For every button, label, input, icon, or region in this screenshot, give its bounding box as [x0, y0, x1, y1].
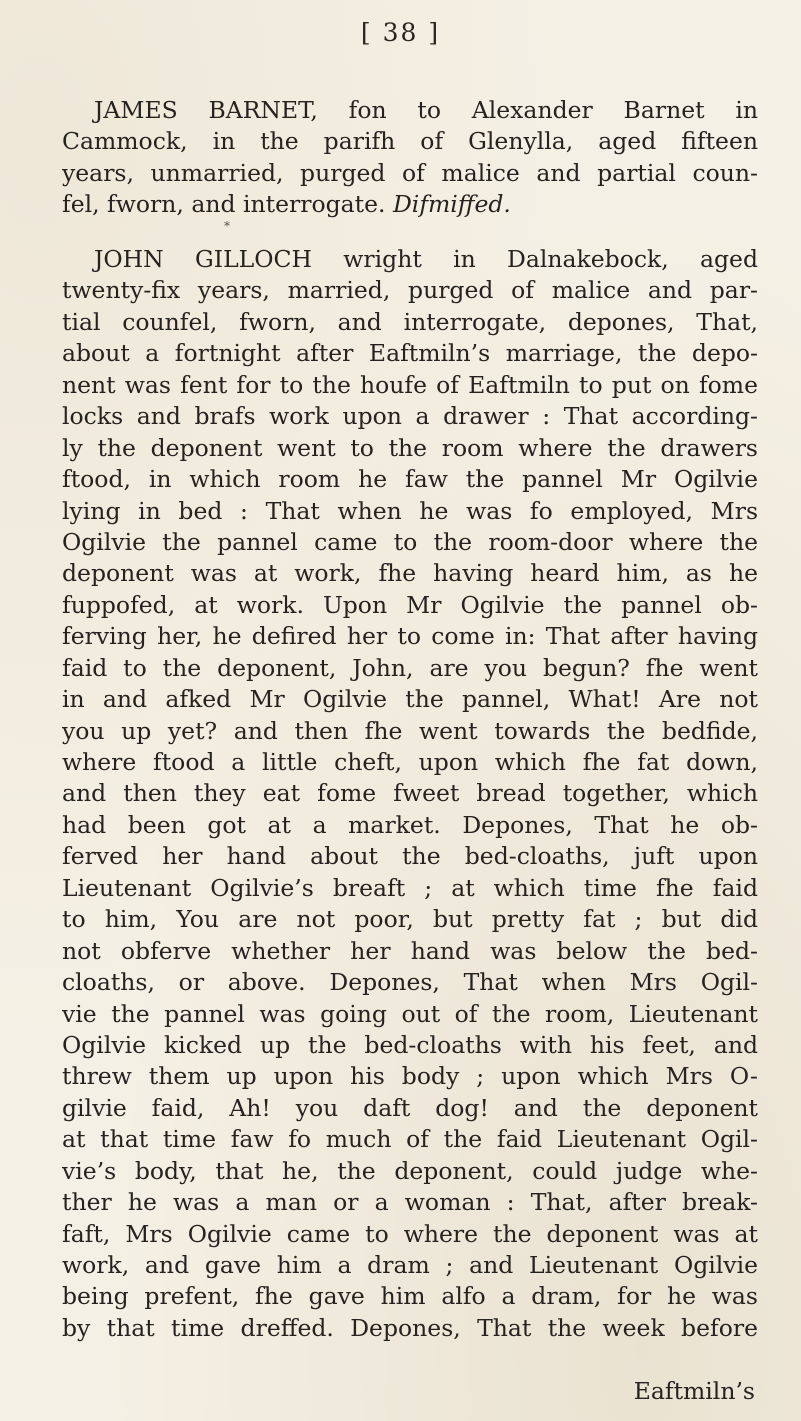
text-line: Ogilvie the pannel came to the room-door where the	[62, 527, 758, 556]
text-line: at that time faw fo much of the faid Lieutenant Ogil-	[62, 1125, 758, 1154]
text-line: ferving her, he defired her to come in: That after having	[62, 622, 758, 651]
text-line: Cammock, in the parifh of Glenylla, aged fifteen	[62, 127, 758, 156]
text-line: JAMES BARNET, fon to Alexander Barnet in	[94, 96, 758, 124]
printer-ornament: *	[224, 219, 230, 233]
text-line: nent was fent for to the houfe of Eaftmiln to put on fome	[62, 370, 758, 399]
text-line: threw them up upon his body ; upon which Mrs O-	[62, 1062, 758, 1091]
text-line: ly the deponent went to the room where the drawers	[62, 433, 758, 462]
text-line: twenty-fix years, married, purged of malice and par-	[62, 276, 758, 305]
text-line: work, and gave him a dram ; and Lieutenant Ogilvie	[62, 1251, 758, 1279]
text-line	[62, 189, 758, 220]
dismissed-note: Difmiffed.	[392, 190, 511, 219]
text-line: by that time dreffed. Depones, That the week before	[62, 1313, 758, 1342]
text-line: cloaths, or above. Depones, That when Mrs Ogil-	[62, 968, 758, 997]
text-line: you up yet? and then fhe went towards the bedfide,	[62, 716, 758, 745]
text-line: gilvie faid, Ah! you daft dog! and the deponent	[62, 1093, 758, 1122]
text-line: years, unmarried, purged of malice and partial coun-	[62, 158, 758, 187]
text-line: deponent was at work, fhe having heard him, as he	[62, 559, 758, 588]
text-line: ftood, in which room he faw the pannel Mr Ogilvie	[62, 465, 758, 494]
text-line: being prefent, fhe gave him alfo a dram, for he was	[62, 1282, 758, 1311]
text-line: about a fortnight after Eaftmiln’s marriage, the depo-	[62, 339, 758, 368]
text-line: in and afked Mr Ogilvie the pannel, What! Are not	[62, 685, 758, 714]
text-line: Ogilvie kicked up the bed-cloaths with his feet, and	[62, 1030, 758, 1059]
text-line: not obferve whether her hand was below the bed-	[62, 936, 758, 965]
paragraph-john-gilloch	[62, 244, 758, 1344]
text-line: lying in bed : That when he was fo employed, Mrs	[62, 496, 758, 525]
text-line: vie’s body, that he, the deponent, could judge whe-	[62, 1156, 758, 1185]
text-line: ther he was a man or a woman : That, after break-	[62, 1188, 758, 1217]
text-line: fuppofed, at work. Upon Mr Ogilvie the pannel ob-	[62, 590, 758, 619]
text-line: had been got at a market. Depones, That he ob-	[62, 810, 758, 839]
text-line: Lieutenant Ogilvie’s breaft ; at which time fhe faid	[62, 873, 758, 902]
text-line: vie the pannel was going out of the room, Lieutenant	[62, 999, 758, 1028]
page-number: [ 38 ]	[360, 18, 441, 47]
text-line: faft, Mrs Ogilvie came to where the deponent was at	[62, 1219, 758, 1248]
text-line: and then they eat fome fweet bread together, which	[62, 779, 758, 808]
text-line: JOHN GILLOCH wright in Dalnakebock, aged	[94, 245, 758, 273]
text-line: tial counfel, fworn, and interrogate, depones, That,	[62, 307, 758, 336]
text-line: locks and brafs work upon a drawer : That according-	[62, 402, 758, 431]
oath-text: fel, fworn, and interrogate.	[62, 190, 386, 219]
catchword: Eaftmiln’s	[633, 1377, 755, 1405]
text-line: to him, You are not poor, but pretty fat ; but did	[62, 905, 758, 934]
paragraph-james-barnet	[62, 95, 758, 221]
text-line: ferved her hand about the bed-cloaths, juft upon	[62, 842, 758, 871]
text-line: where ftood a little cheft, upon which fhe fat down,	[62, 748, 758, 776]
text-line: faid to the deponent, John, are you begun? fhe went	[62, 653, 758, 682]
